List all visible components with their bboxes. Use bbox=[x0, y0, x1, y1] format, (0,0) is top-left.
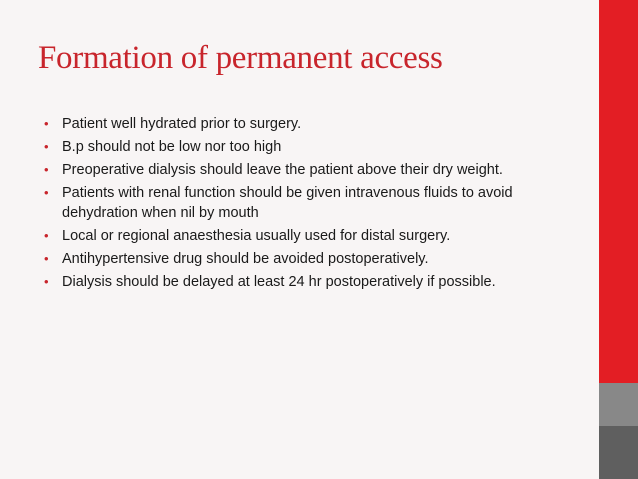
sidebar-gray-block bbox=[599, 383, 638, 426]
bullet-item bbox=[44, 183, 564, 223]
bullet-item bbox=[44, 114, 564, 134]
bullet-icon: • bbox=[44, 162, 49, 177]
bullet-icon: • bbox=[44, 251, 49, 266]
decorative-sidebar bbox=[599, 0, 638, 479]
bullet-icon: • bbox=[44, 185, 49, 200]
bullet-item bbox=[44, 160, 564, 180]
bullet-text: Patient well hydrated prior to surgery. bbox=[62, 116, 302, 132]
bullet-item bbox=[44, 249, 564, 269]
bullet-item bbox=[44, 226, 564, 246]
bullet-icon: • bbox=[44, 139, 49, 154]
sidebar-dark-gray-block bbox=[599, 426, 638, 479]
bullet-icon: • bbox=[44, 228, 49, 243]
bullet-text: Preoperative dialysis should leave the patient above their dry weight. bbox=[62, 162, 503, 178]
bullet-text: Dialysis should be delayed at least 24 hr postoperatively if possible. bbox=[62, 274, 496, 290]
sidebar-red-block bbox=[599, 0, 638, 383]
bullet-icon: • bbox=[44, 116, 49, 131]
bullet-item bbox=[44, 137, 564, 157]
bullet-item bbox=[44, 272, 564, 292]
bullet-text: Local or regional anaesthesia usually used for distal surgery. bbox=[62, 228, 451, 244]
slide-title: Formation of permanent access bbox=[38, 40, 443, 76]
bullet-text: Patients with renal function should be given intravenous fluids to avoid dehydration when nil by mouth bbox=[62, 185, 513, 221]
bullet-icon: • bbox=[44, 274, 49, 289]
bullet-text: Antihypertensive drug should be avoided postoperatively. bbox=[62, 251, 429, 267]
bullet-list bbox=[44, 114, 564, 295]
bullet-text: B.p should not be low nor too high bbox=[62, 139, 282, 155]
